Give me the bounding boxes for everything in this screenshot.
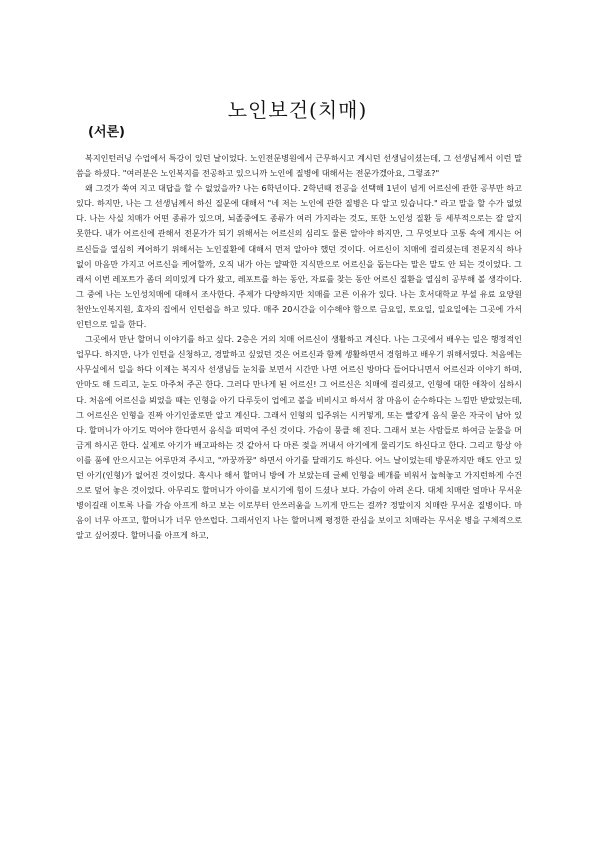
paragraph-3: 그곳에서 만난 할머니 이야기를 하고 싶다. 2층은 거의 치매 어르신이 생활하고 계신다. 나는 그곳에서 배우는 일은 행정적인 업무다. 하지만, 나가 인턴을 신청하고, 경말하고 싶었던 것은 어르신과 함께 생활하면서 경험하고 배우기 위해서였다. 처음에는 사무실에서 일을 하다 이제는 복지사 선생님들 눈치를 보면서 시간만 나면 어르신 방마다 들어다니면서 어르신과 이야기 하며, 안마도 해 드리고, 눈도 마주쳐 주곤 한다. 그러다 만나게 된 어르신! 그 어르신은 치매에 걸리셨고, 인형에 대한 애착이 심하시다. 처음에 어르신을 뵈었을 때는 인형을 아기 다루듯이 업에고 볼을 비비시고 하셔서 참 마음이 순수하다는 느낌만 받았었는데, 그 어르신은 인형을 진짜 아기인줄로만 알고 계신다. 그래서 인형의 입주위는 시커멓게, 또는 빨갛게 음식 묻은 자국이 남아 있다. 할머니가 아기도 먹어야 한다면서 음식을 떠먹여 주신 것이다. 가슴이 뭉클 해 진다. 그래서 보는 사람들로 하여금 눈물을 머금게 하시곤 한다. 실제로 아기가 배고파하는 것 같아서 다 마른 젖을 꺼내서 아기에게 물리기도 하신다고 한다. 그리고 항상 아이를 품에 안으시고는 어루만져 주시고, "까꿍까꿍" 하면서 아기를 달래기도 하신다. 어느 날이었는데 방문까지만 해도 안고 있던 아기(인형)가 없어진 것이었다. 혹시나 해서 할머니 방에 가 보았는데 글쎄 인형을 베개를 비워서 눕혀놓고 가지런하게 수건으로 덮어 놓은 것이었다. 아무리도 할머니가 아이를 보시기에 힘이 드셨나 보다. 가슴이 아려 온다. 대체 치매란 얼마나 무서운 병이길래 이토록 나를 가슴 아프게 하고 보는 이로부터 안쓰러움을 느끼게 만드는 걸까? 정말이지 치매란 무서운 질병이다. 마음이 너무 아프고, 할머니가 너무 안쓰럽다. 그래서인지 나는 할머니께 평정한 관심을 보이고 치매라는 무서운 병을 구체적으로 알고 싶어졌다. 할머니를 아프게 하고, (76, 334, 522, 541)
paragraph-2: 왜 그것가 쑥여 지고 대답을 할 수 없었을까? 나는 6학년이다. 2학년때 전공을 선택해 1년이 넘게 어르신에 관한 공부만 하고 있다. 하지만, 나는 그 선생님께서 하신 질문에 대해서 "네 저는 노인에 관한 질병은 다 알고 있습니다." 라고 말을 할 수가 없었다. 나는 사실 치매가 어떤 종류가 있으며, 뇌졸중에도 종류가 여러 가지라는 것도, 또한 노인성 질환 등 세부적으로는 잘 알지 못한다. 내가 어르신에 관해서 전문가가 되기 위해서는 어르신의 심리도 물론 알아야 하지만, 그 무엇보다 고통 속에 계시는 어르신들을 열심히 케어하기 위해서는 노인질환에 대해서 먼저 알아야 했던 것이다. 어르신이 치매에 걸리셨는데 전문지식 하나 없이 마음만 가지고 어르신을 케어할까, 오직 내가 아는 얄팍한 지식만으로 어르신을 돕는다는 말은 말도 안 되는 것이었다. 그래서 이번 레포트가 좀더 의미있게 다가 왔고, 레포트를 하는 동안, 자료를 찾는 동안 어르신 질환을 열심히 공부해 볼 생각이다. 그 중에 나는 노인성치매에 대해서 조사한다. 주제가 다양하지만 치매를 고른 이유가 있다. 나는 호서대학교 부설 유료 요양원 천안노인복지원, 효자의 집에서 인턴쉽을 하고 있다. 매주 20시간을 이수해야 함으로 금요일, 토요일, 일요일에는 그곳에 가서 인턴으로 일을 한다. (76, 183, 522, 330)
paragraph-1: 복지인턴러닝 수업에서 특강이 있던 날이었다. 노인전문병원에서 근무하시고 계시던 선생님이셨는데, 그 선생님께서 이런 말씀을 하셨다. "여러분은 노인복지를 전공하고 있으니까 노인에 질병에 대해서는 전문가겠아요, 그렇죠?" (76, 153, 522, 179)
section-heading: (서론) (88, 125, 125, 140)
document-body (76, 151, 522, 543)
document-title: 노인보건(치매) (227, 98, 368, 122)
